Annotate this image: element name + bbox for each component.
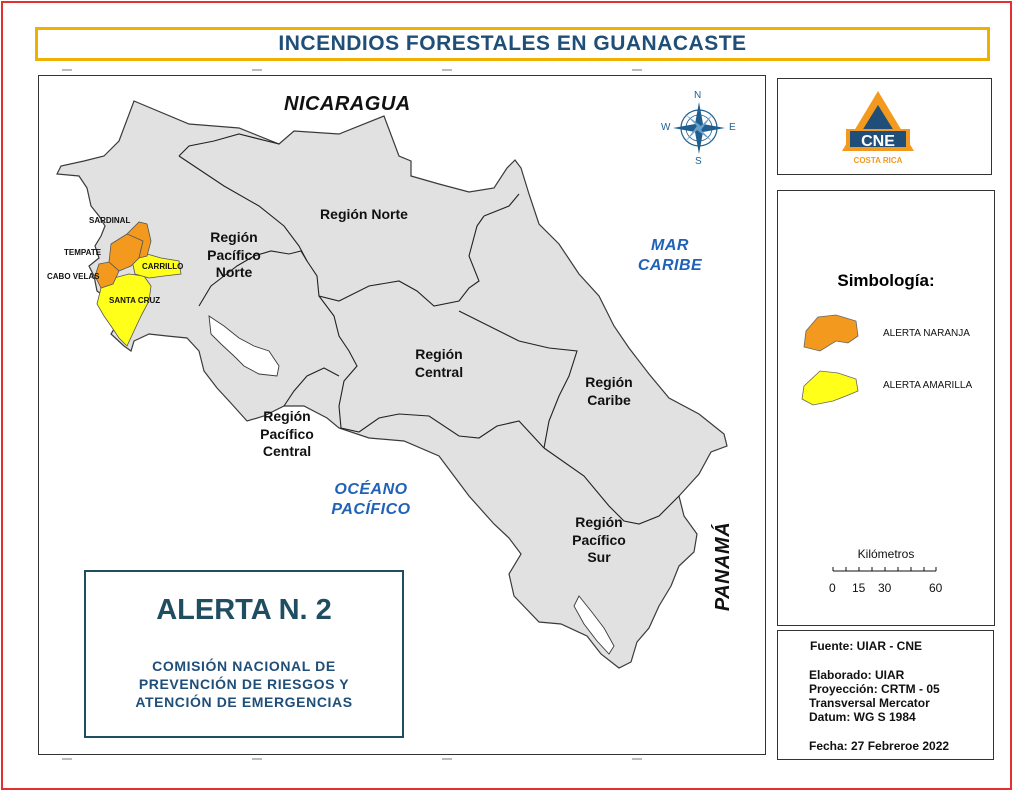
- label-canton-cabo-velas: CABO VELAS: [47, 272, 100, 281]
- logo-panel: [777, 78, 992, 175]
- info-panel: [777, 630, 994, 760]
- label-region-central: Región Central: [414, 346, 464, 380]
- legend-swatches: [778, 191, 996, 431]
- scale-tick-30: 30: [878, 581, 892, 595]
- alert-organization: COMISIÓN NACIONAL DE PREVENCIÓN DE RIESGOS Y ATENCIÓN DE EMERGENCIAS: [135, 658, 353, 711]
- legend-label-naranja: ALERTA NARANJA: [883, 328, 970, 339]
- compass-s: S: [695, 156, 702, 167]
- label-region-norte: Región Norte: [320, 206, 408, 222]
- info-datum: Datum: WG S 1984: [809, 710, 916, 724]
- label-region-pacifico-sur: Región Pacífico Sur: [572, 514, 626, 565]
- grid-tick: [442, 69, 452, 71]
- label-canton-tempate: TEMPATE: [64, 248, 102, 257]
- legend-panel: [777, 190, 995, 626]
- legend-label-amarilla: ALERTA AMARILLA: [883, 380, 973, 391]
- scale-title: Kilómetros: [857, 547, 915, 561]
- map-title: INCENDIOS FORESTALES EN GUANACASTE: [278, 32, 747, 55]
- grid-tick: [442, 758, 452, 760]
- label-canton-carrillo: CARRILLO: [142, 262, 184, 271]
- grid-tick: [632, 69, 642, 71]
- cne-logo: [778, 79, 993, 176]
- label-panama: PANAMÁ: [712, 521, 735, 612]
- legend-swatch-naranja: [804, 315, 858, 351]
- grid-tick: [252, 758, 262, 760]
- grid-tick: [62, 69, 72, 71]
- alert-title: ALERTA N. 2: [156, 594, 332, 626]
- compass-e: E: [729, 122, 736, 133]
- label-canton-sardinal: SARDINAL: [89, 216, 131, 225]
- label-region-pacifico-central: Región Pacífico Central: [260, 408, 314, 459]
- info-elaborado: Elaborado: UIAR: [809, 668, 905, 682]
- svg-text:CNE: CNE: [861, 133, 895, 150]
- scale-tick-60: 60: [929, 581, 943, 595]
- grid-tick: [252, 69, 262, 71]
- svg-text:COSTA RICA: COSTA RICA: [853, 156, 903, 165]
- label-mar-caribe: MAR CARIBE: [637, 237, 703, 274]
- label-region-caribe: Región Caribe: [585, 374, 633, 408]
- alert-box: [84, 570, 404, 738]
- grid-tick: [632, 758, 642, 760]
- info-source: Fuente: UIAR - CNE: [810, 639, 922, 653]
- compass-w: W: [661, 122, 671, 133]
- info-projection: Proyección: CRTM - 05: [809, 682, 940, 696]
- compass-rose: [673, 102, 725, 154]
- compass-n: N: [694, 90, 702, 101]
- grid-tick: [62, 758, 72, 760]
- label-canton-santa-cruz: SANTA CRUZ: [109, 296, 161, 305]
- label-oceano-pacifico: OCÉANO PACÍFICO: [331, 481, 411, 518]
- scale-tick-0: 0: [829, 581, 836, 595]
- legend-swatch-amarilla: [802, 371, 858, 405]
- legend-title: Simbología:: [837, 271, 935, 290]
- title-bar: [35, 27, 990, 61]
- info-projection-type: Transversal Mercator: [809, 696, 930, 710]
- label-region-pacifico-norte: Región Pacífico Norte: [207, 229, 261, 280]
- info-date: Fecha: 27 Febreroe 2022: [809, 739, 950, 753]
- label-nicaragua: NICARAGUA: [284, 93, 411, 115]
- scale-tick-15: 15: [852, 581, 866, 595]
